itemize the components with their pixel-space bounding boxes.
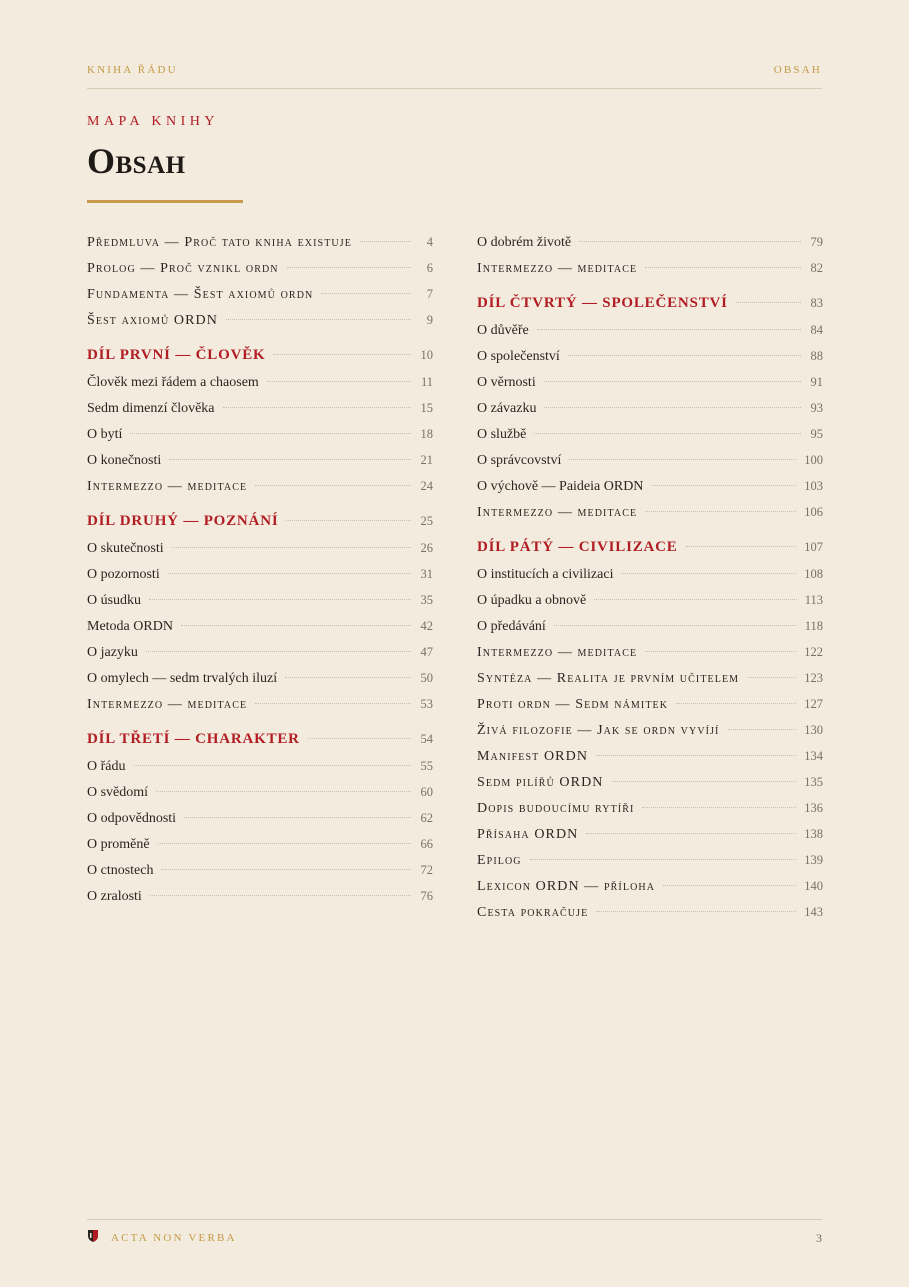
toc-entry-title: O svědomí: [87, 785, 149, 800]
toc-entry: [477, 743, 823, 769]
toc-part-heading: [87, 507, 433, 535]
toc-entry-page: 54: [420, 732, 433, 746]
shield-icon: [87, 1229, 99, 1248]
toc-entry: [477, 821, 823, 847]
toc-entry: [87, 883, 433, 909]
toc-entry-title: Dopis budoucímu rytíři: [477, 801, 635, 816]
toc-entry: [477, 395, 823, 421]
toc-entry-page: 53: [420, 697, 433, 711]
toc-leader-dots: [530, 859, 797, 860]
toc-entry: [87, 281, 433, 307]
page-title: Obsah: [87, 141, 186, 181]
page-number: 3: [816, 1230, 822, 1245]
toc-entry: [477, 421, 823, 447]
toc-leader-dots: [285, 677, 411, 678]
toc-entry-page: 72: [420, 863, 433, 877]
toc-entry-title: O dobrém životě: [477, 235, 572, 250]
toc-leader-dots: [134, 765, 412, 766]
toc-leader-dots: [612, 781, 797, 782]
toc-entry-page: 84: [810, 323, 823, 337]
toc-leader-dots: [273, 354, 411, 355]
toc-entry: [87, 665, 433, 691]
toc-entry-title: O úpadku a obnově: [477, 593, 587, 608]
toc-leader-dots: [286, 520, 411, 521]
toc-entry-title: Sedm pilířů ORDN: [477, 775, 604, 790]
toc-leader-dots: [267, 381, 411, 382]
toc-entry: [87, 307, 433, 333]
toc-entry-title: Epilog: [477, 853, 522, 868]
toc-leader-dots: [544, 381, 801, 382]
toc-leader-dots: [168, 573, 411, 574]
toc-entry: [477, 561, 823, 587]
toc-entry: [477, 899, 823, 925]
toc-entry: [87, 473, 433, 499]
toc-leader-dots: [544, 407, 801, 408]
toc-entry-title: Prolog — Proč vznikl ordn: [87, 261, 279, 276]
toc-column-right: [477, 229, 823, 925]
toc-entry-page: 66: [420, 837, 433, 851]
toc-leader-dots: [181, 625, 411, 626]
toc-entry-title: DÍL PRVNÍ — ČLOVĚK: [87, 347, 266, 363]
toc-entry-title: Lexicon ORDN — příloha: [477, 879, 656, 894]
toc-leader-dots: [537, 329, 801, 330]
footer-left: [87, 1229, 237, 1248]
toc-entry-page: 55: [420, 759, 433, 773]
toc-leader-dots: [287, 267, 411, 268]
toc-entry-title: Člověk mezi řádem a chaosem: [87, 375, 259, 390]
toc-leader-dots: [321, 293, 411, 294]
footer-motto: ACTA NON VERBA: [111, 1232, 237, 1244]
toc-entry-page: 79: [810, 235, 823, 249]
toc-entry-title: Přísaha ORDN: [477, 827, 579, 842]
toc-entry-page: 10: [420, 348, 433, 362]
toc-part-heading: [477, 533, 823, 561]
toc-entry: [87, 805, 433, 831]
toc-entry: [477, 847, 823, 873]
toc-entry-title: DÍL TŘETÍ — CHARAKTER: [87, 731, 300, 747]
toc-entry-page: 9: [426, 313, 433, 327]
toc-entry-page: 143: [804, 905, 823, 919]
toc-leader-dots: [223, 407, 411, 408]
toc-entry-title: O správcovství: [477, 453, 562, 468]
toc-entry-page: 7: [426, 287, 433, 301]
kicker: MAPA KNIHY: [87, 114, 220, 129]
toc-entry-page: 24: [420, 479, 433, 493]
running-header-book: KNIHA ŘÁDU: [87, 64, 178, 76]
toc-entry-title: O závazku: [477, 401, 537, 416]
toc-entry-page: 106: [804, 505, 823, 519]
toc-entry: [87, 421, 433, 447]
toc-leader-dots: [172, 547, 411, 548]
toc-leader-dots: [255, 703, 411, 704]
toc-leader-dots: [736, 302, 801, 303]
toc-entry-page: 88: [810, 349, 823, 363]
footer-rule: [87, 1219, 822, 1220]
toc-leader-dots: [663, 885, 796, 886]
toc-entry-title: Manifest ORDN: [477, 749, 589, 764]
toc-entry-title: Intermezzo — meditace: [477, 505, 638, 520]
running-header-section: OBSAH: [773, 64, 822, 76]
toc-entry: [477, 229, 823, 255]
toc-leader-dots: [645, 511, 796, 512]
toc-entry-title: O věrnosti: [477, 375, 536, 390]
toc-leader-dots: [569, 459, 796, 460]
toc-entry-page: 103: [804, 479, 823, 493]
toc-entry-title: O omylech — sedm trvalých iluzí: [87, 671, 278, 686]
toc-leader-dots: [728, 729, 797, 730]
toc-leader-dots: [594, 599, 796, 600]
toc-entry-page: 139: [804, 853, 823, 867]
toc-entry: [477, 343, 823, 369]
toc-entry: [87, 831, 433, 857]
toc-leader-dots: [156, 791, 411, 792]
toc-entry-page: 62: [420, 811, 433, 825]
toc-leader-dots: [621, 573, 796, 574]
header-rule: [87, 88, 822, 89]
toc-entry: [477, 873, 823, 899]
toc-entry: [477, 691, 823, 717]
toc-leader-dots: [596, 911, 796, 912]
toc-leader-dots: [554, 625, 797, 626]
toc-entry-page: 118: [804, 619, 823, 633]
toc-entry-title: O úsudku: [87, 593, 142, 608]
toc-entry: [477, 717, 823, 743]
toc-entry: [477, 499, 823, 525]
toc-entry-page: 93: [810, 401, 823, 415]
toc-leader-dots: [360, 241, 411, 242]
toc-entry: [477, 255, 823, 281]
toc-entry: [477, 369, 823, 395]
toc-leader-dots: [161, 869, 411, 870]
toc-entry-title: Sedm dimenzí člověka: [87, 401, 215, 416]
toc-entry: [477, 639, 823, 665]
toc-entry-page: 42: [420, 619, 433, 633]
toc-entry-page: 91: [810, 375, 823, 389]
toc-entry-title: O odpovědnosti: [87, 811, 177, 826]
toc-entry-page: 134: [804, 749, 823, 763]
toc-entry-page: 107: [804, 540, 823, 554]
toc-leader-dots: [645, 651, 796, 652]
toc-entry-page: 138: [804, 827, 823, 841]
toc-entry-title: O konečnosti: [87, 453, 162, 468]
toc-entry-page: 108: [804, 567, 823, 581]
toc-entry-title: O institucích a civilizaci: [477, 567, 614, 582]
toc-entry: [87, 779, 433, 805]
toc-entry-page: 76: [420, 889, 433, 903]
toc-entry-title: Metoda ORDN: [87, 619, 173, 634]
toc-entry-page: 135: [804, 775, 823, 789]
toc-entry-page: 4: [426, 235, 433, 249]
toc-leader-dots: [686, 546, 797, 547]
toc-leader-dots: [651, 485, 796, 486]
toc-leader-dots: [169, 459, 411, 460]
toc-entry: [87, 691, 433, 717]
toc-entry: [87, 561, 433, 587]
toc-entry-title: Předmluva — Proč tato kniha existuje: [87, 235, 352, 250]
toc-entry: [87, 447, 433, 473]
toc-leader-dots: [568, 355, 801, 356]
toc-entry-title: DÍL PÁTÝ — CIVILIZACE: [477, 539, 678, 555]
toc-entry-title: Intermezzo — meditace: [87, 697, 248, 712]
toc-leader-dots: [586, 833, 796, 834]
toc-leader-dots: [255, 485, 411, 486]
toc-part-heading: [87, 341, 433, 369]
toc-leader-dots: [226, 319, 411, 320]
toc-entry-title: Intermezzo — meditace: [477, 645, 638, 660]
toc-entry-title: Šest axiomů ORDN: [87, 313, 218, 328]
toc-entry-title: O předávání: [477, 619, 546, 634]
toc-entry-title: Proti ordn — Sedm námitek: [477, 697, 669, 712]
toc-entry-page: 11: [420, 375, 433, 389]
toc-entry-title: O jazyku: [87, 645, 138, 660]
toc-entry: [477, 795, 823, 821]
toc-entry-title: Fundamenta — Šest axiomů ordn: [87, 287, 314, 302]
toc-part-heading: [477, 289, 823, 317]
toc-entry-title: Intermezzo — meditace: [477, 261, 638, 276]
toc-part-heading: [87, 725, 433, 753]
toc-entry-page: 18: [420, 427, 433, 441]
toc-entry-title: Intermezzo — meditace: [87, 479, 248, 494]
toc-leader-dots: [146, 651, 411, 652]
title-underline: [87, 200, 243, 203]
toc-entry-page: 60: [420, 785, 433, 799]
toc-entry-page: 130: [804, 723, 823, 737]
toc-entry-page: 95: [810, 427, 823, 441]
toc-entry: [87, 255, 433, 281]
toc-entry-title: DÍL DRUHÝ — POZNÁNÍ: [87, 513, 279, 529]
toc-column-left: [87, 229, 433, 909]
footer: [87, 1228, 822, 1248]
toc-entry-title: O bytí: [87, 427, 123, 442]
toc-entry-title: O zralosti: [87, 889, 142, 904]
toc-entry-title: O řádu: [87, 759, 126, 774]
toc-entry-page: 123: [804, 671, 823, 685]
toc-entry-page: 83: [810, 296, 823, 310]
toc-entry-page: 21: [420, 453, 433, 467]
toc-entry: [477, 665, 823, 691]
toc-leader-dots: [645, 267, 801, 268]
toc-entry-page: 82: [810, 261, 823, 275]
toc-entry-page: 25: [420, 514, 433, 528]
toc-entry-page: 122: [804, 645, 823, 659]
toc-leader-dots: [308, 738, 411, 739]
toc-entry-page: 26: [420, 541, 433, 555]
toc-entry: [477, 317, 823, 343]
toc-entry: [477, 613, 823, 639]
toc-entry: [87, 369, 433, 395]
toc-entry-page: 47: [420, 645, 433, 659]
toc-leader-dots: [149, 599, 411, 600]
toc-leader-dots: [150, 895, 411, 896]
toc-entry-page: 50: [420, 671, 433, 685]
toc-entry: [477, 447, 823, 473]
toc-entry-page: 140: [804, 879, 823, 893]
toc-entry: [87, 753, 433, 779]
toc-entry-title: O důvěře: [477, 323, 529, 338]
toc-leader-dots: [676, 703, 796, 704]
toc-entry-title: DÍL ČTVRTÝ — SPOLEČENSTVÍ: [477, 295, 728, 311]
toc-entry-title: O společenství: [477, 349, 560, 364]
toc-entry: [477, 769, 823, 795]
toc-entry-page: 35: [420, 593, 433, 607]
toc-entry-title: O pozornosti: [87, 567, 160, 582]
toc-entry-title: Živá filozofie — Jak se ordn vyvíjí: [477, 723, 720, 738]
toc-entry-page: 15: [420, 401, 433, 415]
toc-leader-dots: [596, 755, 796, 756]
toc-entry-page: 6: [426, 261, 433, 275]
toc-entry-page: 100: [804, 453, 823, 467]
toc-leader-dots: [130, 433, 411, 434]
toc-leader-dots: [642, 807, 796, 808]
toc-entry: [87, 613, 433, 639]
toc-entry-title: O službě: [477, 427, 527, 442]
toc-leader-dots: [579, 241, 801, 242]
toc-entry: [87, 395, 433, 421]
toc-entry: [87, 587, 433, 613]
toc-entry-title: Cesta pokračuje: [477, 905, 589, 920]
toc-leader-dots: [184, 817, 411, 818]
toc-entry: [87, 639, 433, 665]
toc-entry-title: O ctnostech: [87, 863, 154, 878]
toc-entry: [87, 229, 433, 255]
toc-leader-dots: [534, 433, 801, 434]
toc-entry-title: O výchově — Paideia ORDN: [477, 479, 644, 494]
toc-entry: [87, 857, 433, 883]
toc-entry-page: 113: [804, 593, 823, 607]
toc-leader-dots: [747, 677, 796, 678]
toc-entry-page: 31: [420, 567, 433, 581]
toc-entry: [477, 473, 823, 499]
toc-entry: [87, 535, 433, 561]
toc-entry-page: 136: [804, 801, 823, 815]
toc-entry: [477, 587, 823, 613]
toc-entry-page: 127: [804, 697, 823, 711]
toc-entry-title: O proměně: [87, 837, 150, 852]
running-header: [87, 60, 822, 80]
toc-entry-title: Syntéza — Realita je prvním učitelem: [477, 671, 740, 686]
toc-leader-dots: [158, 843, 411, 844]
toc-entry-title: O skutečnosti: [87, 541, 164, 556]
